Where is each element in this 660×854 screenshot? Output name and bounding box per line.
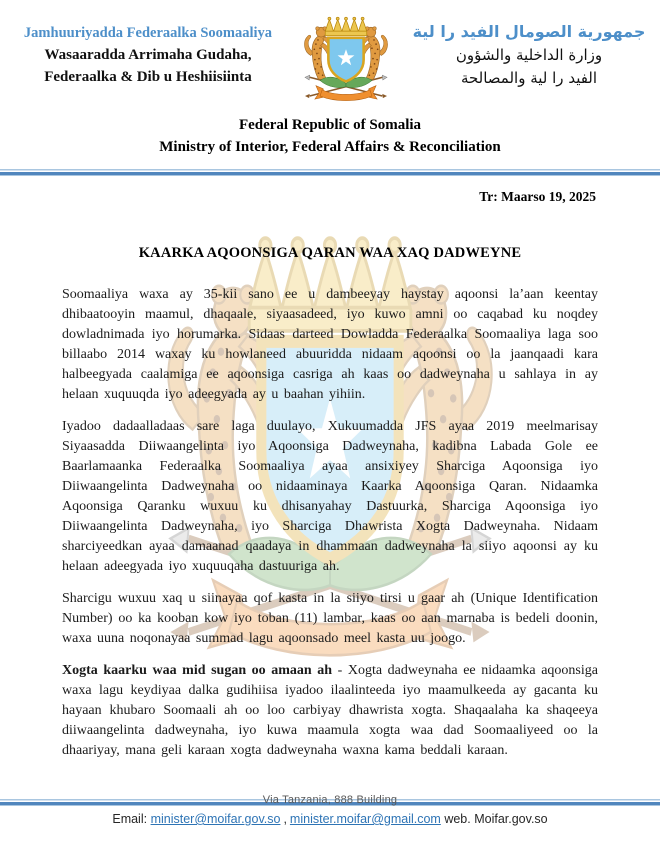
ministry-name-arabic-line1: وزارة الداخلية والشؤون xyxy=(455,46,603,64)
ministry-name-somali-line1: Wasaaradda Arrimaha Gudaha, xyxy=(44,47,252,63)
letterhead-arabic-block xyxy=(406,12,652,90)
letterhead-somali-block xyxy=(10,12,286,88)
paragraph-2-text: Iyadoo dadaalladaas sare laga duulayo, Xukuumadda JFS ayaa 2019 meelmarisay Siyaasadda Diiwaangelinta iyo Aqoonsiga Dadweynaha, kadibna Labada Gole ee Baarlamaanka Federaalka Soomaaliya ayaa ansixiyey Sharciga Aqoonsiga iyo Diiwaangelinta Dadweynaha oo nidaaminaya Kaarka Aqoonsiga Qaran. Nidaamka Aqoonsiga Qaranku wuxuu ku dhisanyahay Dastuurka, Sharciga Aqoonsiga iyo Diiwaangelinta Dadweynaha, iyo Sharciga Dhawrista Xogta Dadweynaha. Nidaam sharciyeedkan ayaa damaanad qaadaya in dhammaan dadweynaha la siiyo aqoonsi ay ku helaan adeegyada iyo xuquuqaha dastuuriga ah. xyxy=(62,418,598,574)
ministry-name-english: Ministry of Interior, Federal Affairs & Reconciliation xyxy=(159,138,501,155)
letter-footer xyxy=(0,795,660,826)
footer-contact-line xyxy=(0,812,660,826)
footer-address: Via Tanzania, 888 Building xyxy=(262,794,398,806)
header-divider-rule xyxy=(0,169,660,176)
paragraph-4-text: - Xogta dadweynaha ee nidaamka aqoonsiga waxa lagu keydiyaa dalka gudihiisa iyadoo ilaalinteeda iyo maamulkeeda ay gacanta ku hayaan khubaro Soomaali ah oo loo carbiyay dhawrista xogta. Shaqaalaha ka shaqeeya diiwaangelinta dadweynaha, iyo kuwa maamula xogta waa dad Soomaaliyeed oo la dhaariyay, mana geli karaan xogta dadweynaha waxna kama beddali karaan. xyxy=(62,662,598,758)
letterhead xyxy=(0,0,660,110)
paragraph-1-text: Soomaaliya waxa ay 35-kii sano ee u dambeeyay haystay aqoonsi la’aan keentay dhibaatooyin maamul, dhaqaale, siyaasadeed, iyo kuwo amni oo caqabad ku noqdey dowladnimada iyo horumarka. Sidaas darteed Dowladda Federaalka Soomaaliya laga soo billaabo 2014 waxay ku howlaneed abuuridda nidaam aqoonsi oo la jaanqaadi kara halbeegyada caalamiga ee aqoonsiga casriga ah kaas oo dadweynaha u sahlaya in ay helaan xuquuqda iyo adeegyada ay u baahan yihiin. xyxy=(62,286,598,402)
republic-name-english: Federal Republic of Somalia xyxy=(238,117,422,133)
paragraph-3-text: Sharcigu wuxuu xaq u siinayaa qof kasta in la siiyo tirsi u gaar ah (Unique Identification Number) oo ka kooban kow iyo toban (11) lambar, kaas oo aan marnaba is bedeli doonin, waxa uuna noqonayaa summad lagu aqoonsado meel kasta uu joogo. xyxy=(62,590,598,646)
republic-name-somali: Jamhuuriyadda Federaalka Soomaaliya xyxy=(23,25,273,41)
paragraph-1 xyxy=(62,285,598,405)
ministry-name-arabic-line2: الفيد را لية والمصالحة xyxy=(460,69,598,87)
date-line: Tr: Maarso 19, 2025 xyxy=(479,188,596,204)
website-text: web. Moifar.gov.so xyxy=(444,812,548,826)
email-link-gmail[interactable]: minister.moifar@gmail.com xyxy=(289,812,441,826)
somalia-coat-of-arms xyxy=(286,12,406,110)
document-body xyxy=(62,245,598,761)
republic-name-arabic: جمهورية الصومال الفيد را لية xyxy=(412,22,646,41)
paragraph-2 xyxy=(62,417,598,577)
paragraph-3 xyxy=(62,589,598,649)
document-title: KAARKA AQOONSIGA QARAN WAA XAQ DADWEYNE xyxy=(138,244,522,261)
paragraph-4-lead: Xogta kaarku waa mid sugan oo amaan ah xyxy=(62,662,333,678)
paragraph-4 xyxy=(62,661,598,761)
email-separator: , xyxy=(283,812,287,826)
email-label: Email: xyxy=(112,812,148,826)
email-link-moifar[interactable]: minister@moifar.gov.so xyxy=(150,812,281,826)
ministry-name-somali-line2: Federaalka & Dib u Heshiisiinta xyxy=(44,69,252,85)
letterhead-english-block xyxy=(0,115,660,159)
